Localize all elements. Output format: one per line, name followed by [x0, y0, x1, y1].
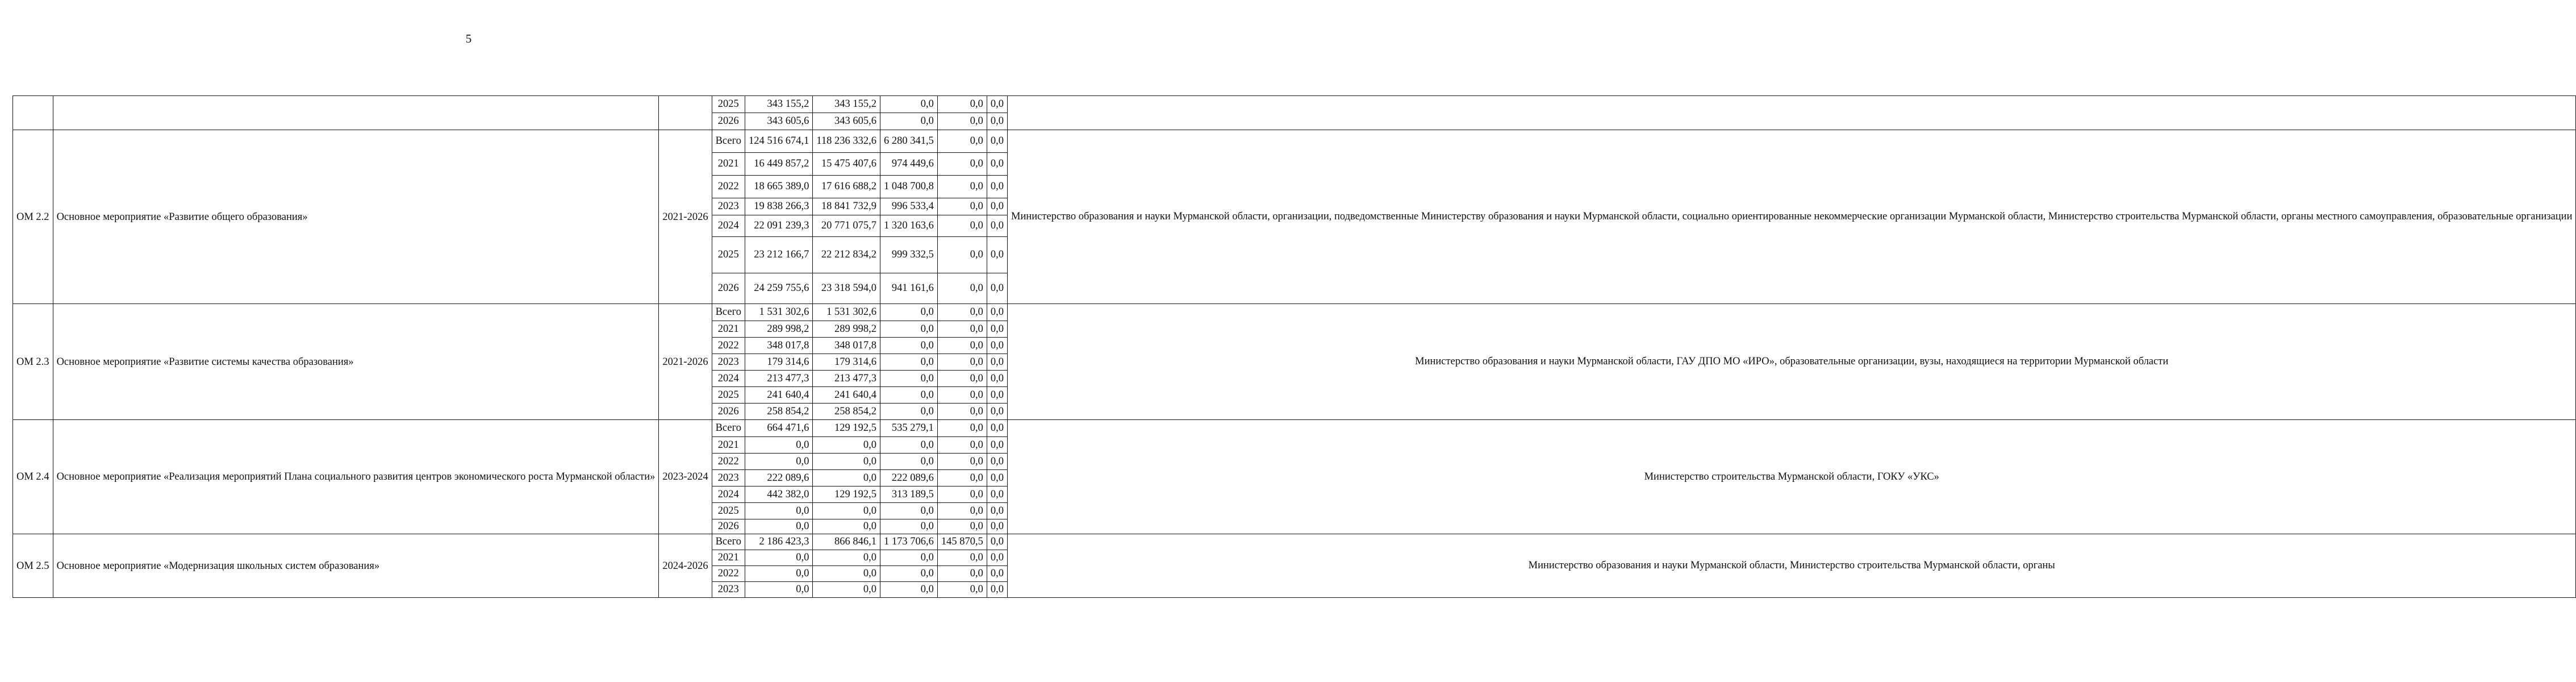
federal-budget-value: 313 189,5 [880, 486, 938, 503]
regional-budget-value: 0,0 [813, 437, 880, 454]
year-cell: 2026 [712, 404, 745, 420]
other-value: 0,0 [987, 371, 1007, 387]
federal-budget-value: 996 533,4 [880, 198, 938, 215]
total-value: 0,0 [745, 519, 812, 534]
other-value: 0,0 [987, 486, 1007, 503]
period-cell [659, 96, 712, 130]
local-budget-value: 0,0 [937, 130, 987, 153]
measure-name: Основное мероприятие «Развитие системы качества образования» [53, 304, 659, 420]
federal-budget-value: 0,0 [880, 113, 938, 130]
other-value: 0,0 [987, 237, 1007, 273]
local-budget-value: 0,0 [937, 387, 987, 404]
federal-budget-value: 0,0 [880, 304, 938, 321]
local-budget-value: 0,0 [937, 582, 987, 598]
year-cell: 2023 [712, 470, 745, 486]
regional-budget-value: 866 846,1 [813, 534, 880, 550]
other-value: 0,0 [987, 176, 1007, 198]
table-row [13, 130, 2576, 153]
year-cell: 2024 [712, 486, 745, 503]
local-budget-value: 0,0 [937, 304, 987, 321]
federal-budget-value: 0,0 [880, 550, 938, 566]
federal-budget-value: 0,0 [880, 387, 938, 404]
table-row [13, 96, 2576, 113]
federal-budget-value: 0,0 [880, 321, 938, 338]
total-value: 343 155,2 [745, 96, 812, 113]
total-value: 0,0 [745, 503, 812, 519]
year-cell: 2022 [712, 454, 745, 470]
regional-budget-value: 0,0 [813, 503, 880, 519]
local-budget-value: 0,0 [937, 454, 987, 470]
federal-budget-value: 6 280 341,5 [880, 130, 938, 153]
measure-period: 2021-2026 [659, 130, 712, 304]
local-budget-value: 0,0 [937, 113, 987, 130]
other-value: 0,0 [987, 454, 1007, 470]
total-value: 124 516 674,1 [745, 130, 812, 153]
regional-budget-value: 241 640,4 [813, 387, 880, 404]
other-value: 0,0 [987, 113, 1007, 130]
local-budget-value: 0,0 [937, 321, 987, 338]
measure-name: Основное мероприятие «Модернизация школьных систем образования» [53, 534, 659, 598]
year-cell: 2021 [712, 437, 745, 454]
total-value: 2 186 423,3 [745, 534, 812, 550]
federal-budget-value: 0,0 [880, 404, 938, 420]
total-value: 348 017,8 [745, 338, 812, 354]
regional-budget-value: 0,0 [813, 582, 880, 598]
federal-budget-value: 222 089,6 [880, 470, 938, 486]
local-budget-value: 0,0 [937, 96, 987, 113]
federal-budget-value: 0,0 [880, 96, 938, 113]
total-value: 442 382,0 [745, 486, 812, 503]
total-value: 289 998,2 [745, 321, 812, 338]
year-cell: Всего [712, 534, 745, 550]
federal-budget-value: 0,0 [880, 354, 938, 371]
regional-budget-value: 0,0 [813, 454, 880, 470]
name-cell [53, 96, 659, 130]
regional-budget-value: 118 236 332,6 [813, 130, 880, 153]
total-value: 0,0 [745, 454, 812, 470]
year-cell: Всего [712, 130, 745, 153]
total-value: 18 665 389,0 [745, 176, 812, 198]
measure-period: 2024-2026 [659, 534, 712, 598]
measure-executors: Министерство образования и науки Мурманской области, ГАУ ДПО МО «ИРО», образовательные организации, вузы, находящиеся на территории Мурманской области [1008, 304, 2576, 420]
total-value: 241 640,4 [745, 387, 812, 404]
regional-budget-value: 18 841 732,9 [813, 198, 880, 215]
year-cell: 2022 [712, 566, 745, 582]
other-value: 0,0 [987, 582, 1007, 598]
regional-budget-value: 0,0 [813, 470, 880, 486]
other-value: 0,0 [987, 566, 1007, 582]
local-budget-value: 0,0 [937, 273, 987, 304]
regional-budget-value: 23 318 594,0 [813, 273, 880, 304]
measure-executors: Министерство образования и науки Мурманской области, организации, подведомственные Министерству образования и науки Мурманской области, социально ориентированные некоммерческие организации Мурманской области, Министерство строительства Мурманской области, органы местного самоуправления, образовательные организации [1008, 130, 2576, 304]
local-budget-value: 0,0 [937, 486, 987, 503]
federal-budget-value: 0,0 [880, 566, 938, 582]
year-cell: 2022 [712, 176, 745, 198]
local-budget-value: 0,0 [937, 437, 987, 454]
local-budget-value: 0,0 [937, 470, 987, 486]
year-cell: 2021 [712, 153, 745, 176]
federal-budget-value: 1 173 706,6 [880, 534, 938, 550]
local-budget-value: 0,0 [937, 519, 987, 534]
total-value: 23 212 166,7 [745, 237, 812, 273]
local-budget-value: 0,0 [937, 153, 987, 176]
other-value: 0,0 [987, 96, 1007, 113]
total-value: 179 314,6 [745, 354, 812, 371]
regional-budget-value: 0,0 [813, 550, 880, 566]
regional-budget-value: 129 192,5 [813, 486, 880, 503]
local-budget-value: 0,0 [937, 237, 987, 273]
federal-budget-value: 1 048 700,8 [880, 176, 938, 198]
other-value: 0,0 [987, 503, 1007, 519]
year-cell: 2025 [712, 387, 745, 404]
regional-budget-value: 129 192,5 [813, 420, 880, 437]
other-value: 0,0 [987, 354, 1007, 371]
local-budget-value: 0,0 [937, 420, 987, 437]
other-value: 0,0 [987, 338, 1007, 354]
total-value: 22 091 239,3 [745, 215, 812, 237]
year-cell: 2022 [712, 338, 745, 354]
year-cell: 2025 [712, 96, 745, 113]
table-row [13, 420, 2576, 437]
federal-budget-value: 0,0 [880, 371, 938, 387]
other-value: 0,0 [987, 304, 1007, 321]
federal-budget-value: 974 449,6 [880, 153, 938, 176]
year-cell: 2021 [712, 550, 745, 566]
total-value: 222 089,6 [745, 470, 812, 486]
other-value: 0,0 [987, 550, 1007, 566]
other-value: 0,0 [987, 420, 1007, 437]
total-value: 16 449 857,2 [745, 153, 812, 176]
federal-budget-value: 535 279,1 [880, 420, 938, 437]
other-value: 0,0 [987, 198, 1007, 215]
regional-budget-value: 179 314,6 [813, 354, 880, 371]
total-value: 213 477,3 [745, 371, 812, 387]
regional-budget-value: 22 212 834,2 [813, 237, 880, 273]
year-cell: Всего [712, 304, 745, 321]
year-cell: 2025 [712, 503, 745, 519]
year-cell: 2023 [712, 198, 745, 215]
other-value: 0,0 [987, 153, 1007, 176]
local-budget-value: 0,0 [937, 338, 987, 354]
federal-budget-value: 0,0 [880, 338, 938, 354]
local-budget-value: 0,0 [937, 566, 987, 582]
year-cell: 2021 [712, 321, 745, 338]
regional-budget-value: 213 477,3 [813, 371, 880, 387]
regional-budget-value: 348 017,8 [813, 338, 880, 354]
total-value: 1 531 302,6 [745, 304, 812, 321]
federal-budget-value: 0,0 [880, 454, 938, 470]
total-value: 0,0 [745, 566, 812, 582]
measure-name: Основное мероприятие «Реализация мероприятий Плана социального развития центров экономического роста Мурманской области» [53, 420, 659, 534]
budget-table [12, 95, 2576, 598]
year-cell: Всего [712, 420, 745, 437]
federal-budget-value: 941 161,6 [880, 273, 938, 304]
other-value: 0,0 [987, 470, 1007, 486]
measure-code: ОМ 2.5 [13, 534, 53, 598]
federal-budget-value: 0,0 [880, 582, 938, 598]
total-value: 664 471,6 [745, 420, 812, 437]
local-budget-value: 0,0 [937, 371, 987, 387]
local-budget-value: 145 870,5 [937, 534, 987, 550]
federal-budget-value: 0,0 [880, 519, 938, 534]
total-value: 0,0 [745, 437, 812, 454]
local-budget-value: 0,0 [937, 354, 987, 371]
total-value: 343 605,6 [745, 113, 812, 130]
other-value: 0,0 [987, 404, 1007, 420]
measure-period: 2023-2024 [659, 420, 712, 534]
local-budget-value: 0,0 [937, 176, 987, 198]
year-cell: 2026 [712, 113, 745, 130]
executors-cell [1008, 96, 2576, 130]
other-value: 0,0 [987, 321, 1007, 338]
measure-code: ОМ 2.4 [13, 420, 53, 534]
measure-code: ОМ 2.2 [13, 130, 53, 304]
regional-budget-value: 1 531 302,6 [813, 304, 880, 321]
year-cell: 2025 [712, 237, 745, 273]
year-cell: 2026 [712, 273, 745, 304]
total-value: 0,0 [745, 582, 812, 598]
measure-code: ОМ 2.3 [13, 304, 53, 420]
regional-budget-value: 0,0 [813, 566, 880, 582]
total-value: 19 838 266,3 [745, 198, 812, 215]
code-cell [13, 96, 53, 130]
federal-budget-value: 1 320 163,6 [880, 215, 938, 237]
regional-budget-value: 0,0 [813, 519, 880, 534]
measure-name: Основное мероприятие «Развитие общего образования» [53, 130, 659, 304]
year-cell: 2024 [712, 215, 745, 237]
other-value: 0,0 [987, 437, 1007, 454]
year-cell: 2023 [712, 582, 745, 598]
federal-budget-value: 0,0 [880, 503, 938, 519]
local-budget-value: 0,0 [937, 503, 987, 519]
total-value: 258 854,2 [745, 404, 812, 420]
year-cell: 2024 [712, 371, 745, 387]
other-value: 0,0 [987, 387, 1007, 404]
other-value: 0,0 [987, 130, 1007, 153]
federal-budget-value: 0,0 [880, 437, 938, 454]
year-cell: 2026 [712, 519, 745, 534]
other-value: 0,0 [987, 534, 1007, 550]
regional-budget-value: 343 155,2 [813, 96, 880, 113]
total-value: 0,0 [745, 550, 812, 566]
local-budget-value: 0,0 [937, 198, 987, 215]
other-value: 0,0 [987, 519, 1007, 534]
total-value: 24 259 755,6 [745, 273, 812, 304]
table-row [13, 534, 2576, 550]
measure-executors: Министерство строительства Мурманской области, ГОКУ «УКС» [1008, 420, 2576, 534]
measure-executors: Министерство образования и науки Мурманской области, Министерство строительства Мурманской области, органы [1008, 534, 2576, 598]
local-budget-value: 0,0 [937, 215, 987, 237]
table-row [13, 304, 2576, 321]
local-budget-value: 0,0 [937, 550, 987, 566]
regional-budget-value: 343 605,6 [813, 113, 880, 130]
local-budget-value: 0,0 [937, 404, 987, 420]
page-number: 5 [465, 32, 472, 45]
year-cell: 2023 [712, 354, 745, 371]
federal-budget-value: 999 332,5 [880, 237, 938, 273]
other-value: 0,0 [987, 215, 1007, 237]
regional-budget-value: 20 771 075,7 [813, 215, 880, 237]
measure-period: 2021-2026 [659, 304, 712, 420]
regional-budget-value: 17 616 688,2 [813, 176, 880, 198]
regional-budget-value: 15 475 407,6 [813, 153, 880, 176]
regional-budget-value: 258 854,2 [813, 404, 880, 420]
regional-budget-value: 289 998,2 [813, 321, 880, 338]
other-value: 0,0 [987, 273, 1007, 304]
